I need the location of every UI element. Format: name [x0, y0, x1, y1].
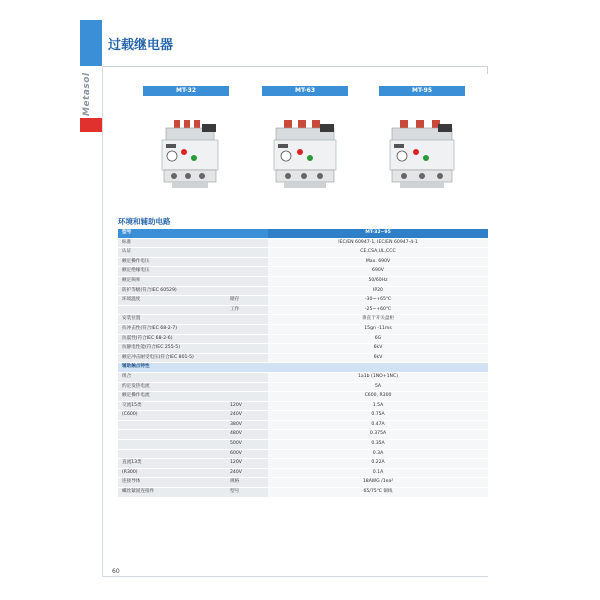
table-row [118, 469, 488, 479]
table-row [118, 277, 488, 287]
section-title: 环境和辅助电路 [118, 217, 171, 226]
brand-red-block [80, 118, 102, 132]
page-title: 过载继电器 [108, 38, 174, 53]
section-label: 辅助触点特性 [122, 364, 150, 370]
row-sublabel: 240V [230, 412, 242, 418]
row-label: 防护等级(符合IEC 60529) [122, 287, 177, 293]
row-sublabel: 600V [230, 450, 242, 456]
header-label: 型号 [122, 230, 132, 235]
table-header-row [118, 229, 488, 239]
row-value: 0.35A [268, 440, 488, 449]
table-row [118, 478, 488, 488]
row-value: -25~+60℃ [268, 306, 488, 315]
table-row [118, 440, 488, 450]
row-sublabel: 480V [230, 431, 242, 437]
row-value: 1a1b (1NO+1NC) [268, 373, 488, 382]
row-label: 额定频率 [122, 277, 141, 283]
dc-category-label: (R300) [122, 469, 138, 475]
row-value: 0.3A [268, 450, 488, 459]
table-row [118, 373, 488, 383]
row-value: 65/75℃ 铜线 [268, 488, 488, 497]
row-value: Max. 690V [268, 258, 488, 267]
row-label: 安装位置 [122, 316, 141, 322]
row-value: 0.1A [268, 469, 488, 478]
row-value: IP20 [268, 287, 488, 296]
dc-group-label: 直流13类 [122, 460, 142, 466]
table-row [118, 344, 488, 354]
row-sublabel: 工作 [230, 306, 240, 312]
table-row [118, 411, 488, 421]
row-value: 6kV [268, 354, 488, 363]
row-value: IEC/EN 60947-1, IEC/EN 60947-4-1 [268, 239, 488, 248]
relay-image-mt63 [270, 118, 340, 190]
row-sublabel: 120V [230, 460, 242, 466]
relay-image-mt32 [158, 118, 222, 190]
table-row [118, 267, 488, 277]
table-row [118, 450, 488, 460]
table-row [118, 239, 488, 249]
row-label: 额定操作电流 [122, 393, 150, 399]
table-row [118, 459, 488, 469]
row-label: 标准 [122, 239, 132, 245]
table-row [118, 306, 488, 316]
product-tag-1: MT-32 [143, 86, 229, 96]
table-section-row [118, 363, 488, 373]
row-label: 环境温度 [122, 297, 141, 303]
row-value: 50/60Hz [268, 277, 488, 286]
row-value: -30~+65℃ [268, 296, 488, 305]
product-tag-3: MT-95 [379, 86, 465, 96]
table-row [118, 258, 488, 268]
row-label: 额定操作电压 [122, 258, 150, 264]
row-value: 5A [268, 383, 488, 392]
row-sublabel: 240V [230, 469, 242, 475]
table-row [118, 325, 488, 335]
row-label: 抗静电性能(符合IEC 255-5) [122, 345, 181, 351]
table-row [118, 488, 488, 498]
title-divider-tick [487, 66, 488, 74]
brand-strip [80, 20, 102, 66]
table-row [118, 421, 488, 431]
table-row [118, 392, 488, 402]
row-value: 15gn -11ms [268, 325, 488, 334]
table-row [118, 402, 488, 412]
table-row [118, 248, 488, 258]
ac-group-label: 交流15类 [122, 402, 142, 408]
row-value: 690V [268, 267, 488, 276]
relay-image-mt95 [386, 118, 458, 190]
product-tag-2: MT-63 [262, 86, 348, 96]
row-sublabel: 120V [230, 402, 242, 408]
page-number: 60 [112, 568, 120, 575]
row-label: 额定冲击耐受电压(符合IEC 801-5) [122, 354, 194, 360]
row-value: CE,CSA,UL,CCC [268, 248, 488, 257]
table-row [118, 287, 488, 297]
footer-divider [102, 576, 488, 577]
row-label: 额定绝缘电压 [122, 268, 150, 274]
row-value: 0.22A [268, 459, 488, 468]
row-label: 螺丝紧固连接件 [122, 489, 155, 495]
row-value: 0.375A [268, 430, 488, 439]
row-label: 抗冲击性(符合IEC 68-2-7) [122, 325, 178, 331]
header-value: MT-32~95 [268, 229, 488, 238]
spec-table [118, 229, 488, 498]
table-row [118, 296, 488, 306]
ac-category-label: (C600) [122, 412, 138, 418]
row-sublabel: 规格 [230, 479, 240, 485]
table-row [118, 335, 488, 345]
row-value: 0.75A [268, 411, 488, 420]
row-value: 6kV [268, 344, 488, 353]
row-value: 18AWG /1ea² [268, 478, 488, 487]
row-value: 1.5A [268, 402, 488, 411]
row-value: 0.47A [268, 421, 488, 430]
table-row [118, 354, 488, 364]
table-row [118, 430, 488, 440]
row-sublabel: 储存 [230, 297, 240, 303]
title-divider [102, 66, 487, 67]
row-value: 6G [268, 335, 488, 344]
row-label: 约定发热电流 [122, 383, 150, 389]
row-label: 连接导体 [122, 479, 141, 485]
table-row [118, 315, 488, 325]
row-label: 抗震性(符合IEC 68-2-6) [122, 335, 173, 341]
row-value: C600, R300 [268, 392, 488, 401]
row-value: 垂直于开关盘柜 [268, 315, 488, 324]
brand-name: Metasol [82, 72, 92, 116]
row-sublabel: 500V [230, 441, 242, 447]
row-label: 认证 [122, 249, 132, 255]
left-rule [102, 66, 103, 576]
row-sublabel: 型号 [230, 489, 240, 495]
table-row [118, 383, 488, 393]
row-sublabel: 380V [230, 421, 242, 427]
row-label: 组合 [122, 373, 132, 379]
